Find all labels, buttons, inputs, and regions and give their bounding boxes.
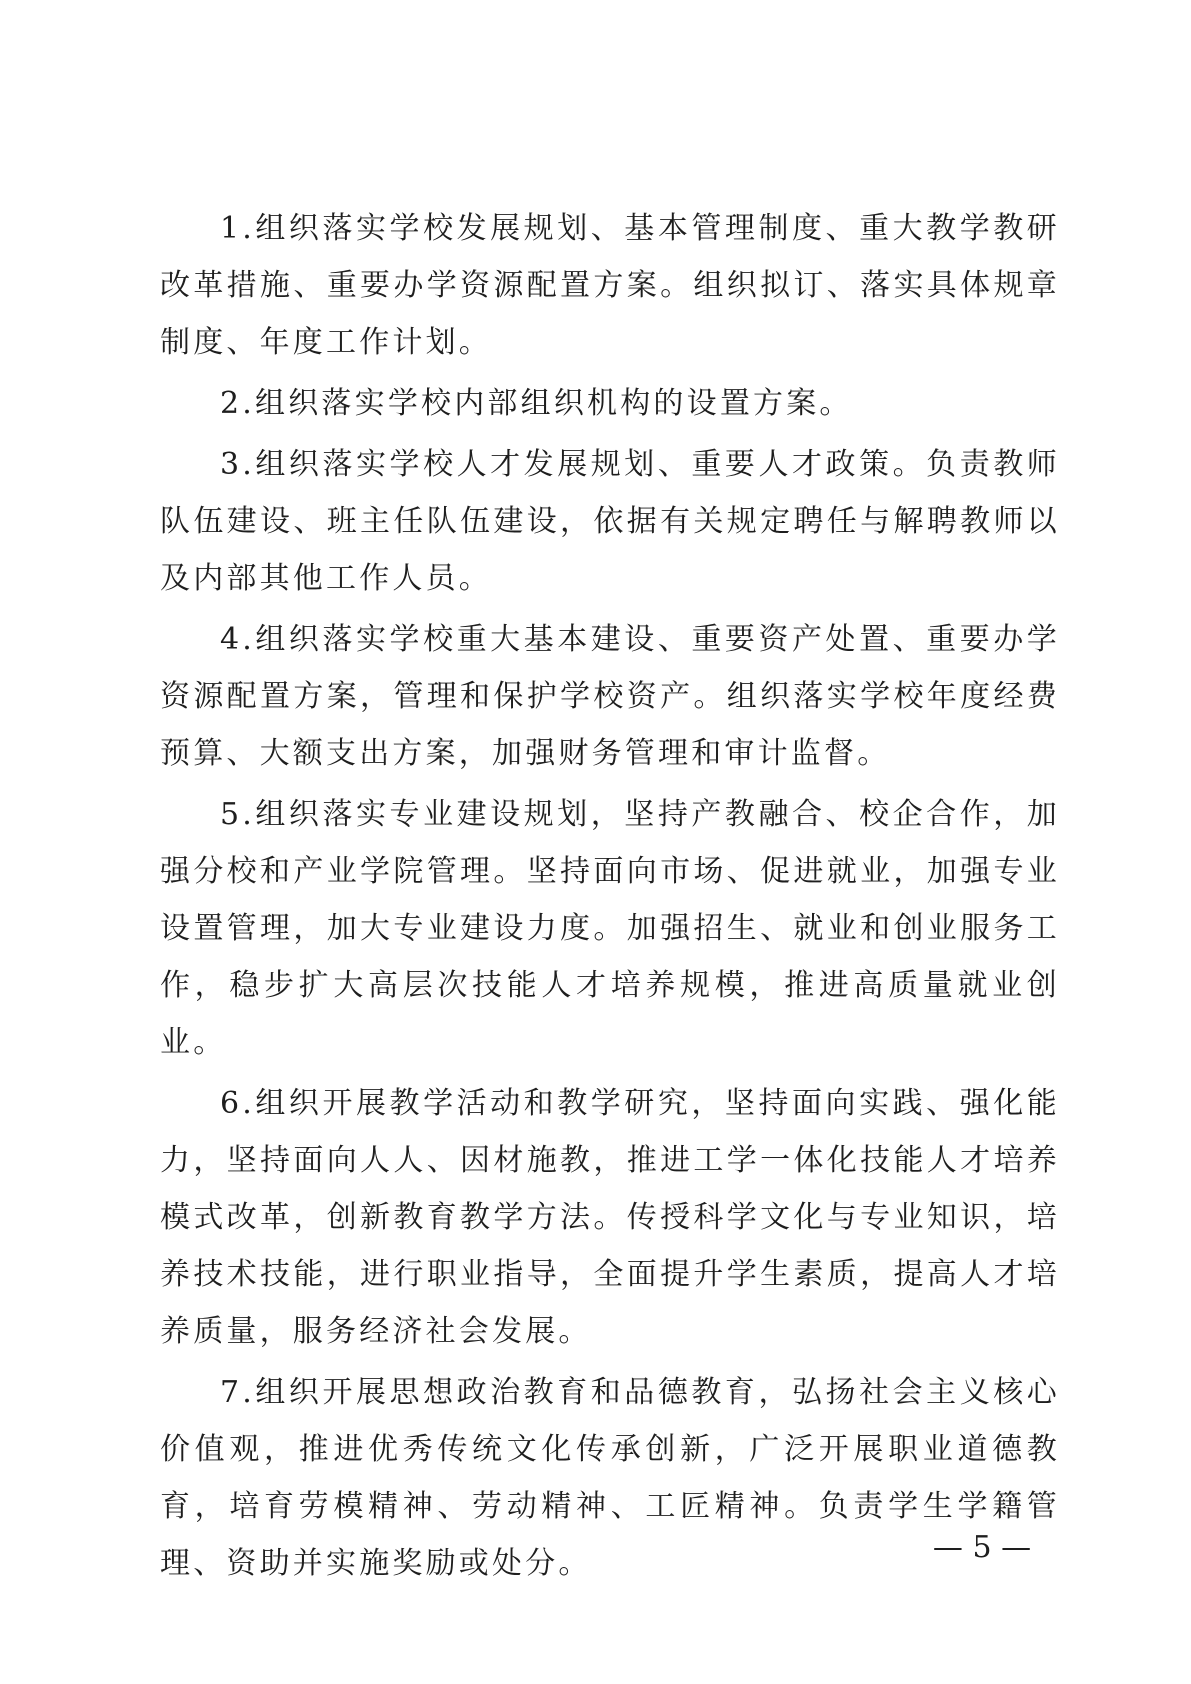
paragraph-7: 7.组织开展思想政治教育和品德教育，弘扬社会主义核心价值观，推进优秀传统文化传承创新，广泛开展职业道德教育，培育劳模精神、劳动精神、工匠精神。负责学生学籍管理、资助并实施奖励或处分。 <box>160 1375 1060 1581</box>
paragraph-2: 2.组织落实学校内部组织机构的设置方案。 <box>220 386 853 421</box>
paragraph-4: 4.组织落实学校重大基本建设、重要资产处置、重要办学资源配置方案，管理和保护学校资产。组织落实学校年度经费预算、大额支出方案，加强财务管理和审计监督。 <box>160 622 1060 771</box>
paragraph-5: 5.组织落实专业建设规划，坚持产教融合、校企合作，加强分校和产业学院管理。坚持面向市场、促进就业，加强专业设置管理，加大专业建设力度。加强招生、就业和创业服务工作，稳步扩大高层次技能人才培养规模，推进高质量就业创业。 <box>160 797 1060 1060</box>
page-number: — 5 — <box>932 1530 1032 1565</box>
paragraph-3: 3.组织落实学校人才发展规划、重要人才政策。负责教师队伍建设、班主任队伍建设，依据有关规定聘任与解聘教师以及内部其他工作人员。 <box>160 447 1060 596</box>
paragraph-1: 1.组织落实学校发展规划、基本管理制度、重大教学教研改革措施、重要办学资源配置方案。组织拟订、落实具体规章制度、年度工作计划。 <box>160 211 1060 360</box>
paragraph-6: 6.组织开展教学活动和教学研究，坚持面向实践、强化能力，坚持面向人人、因材施教，推进工学一体化技能人才培养模式改革，创新教育教学方法。传授科学文化与专业知识，培养技术技能，进行职业指导，全面提升学生素质，提高人才培养质量，服务经济社会发展。 <box>160 1086 1060 1349</box>
document-body <box>160 200 1060 1596</box>
